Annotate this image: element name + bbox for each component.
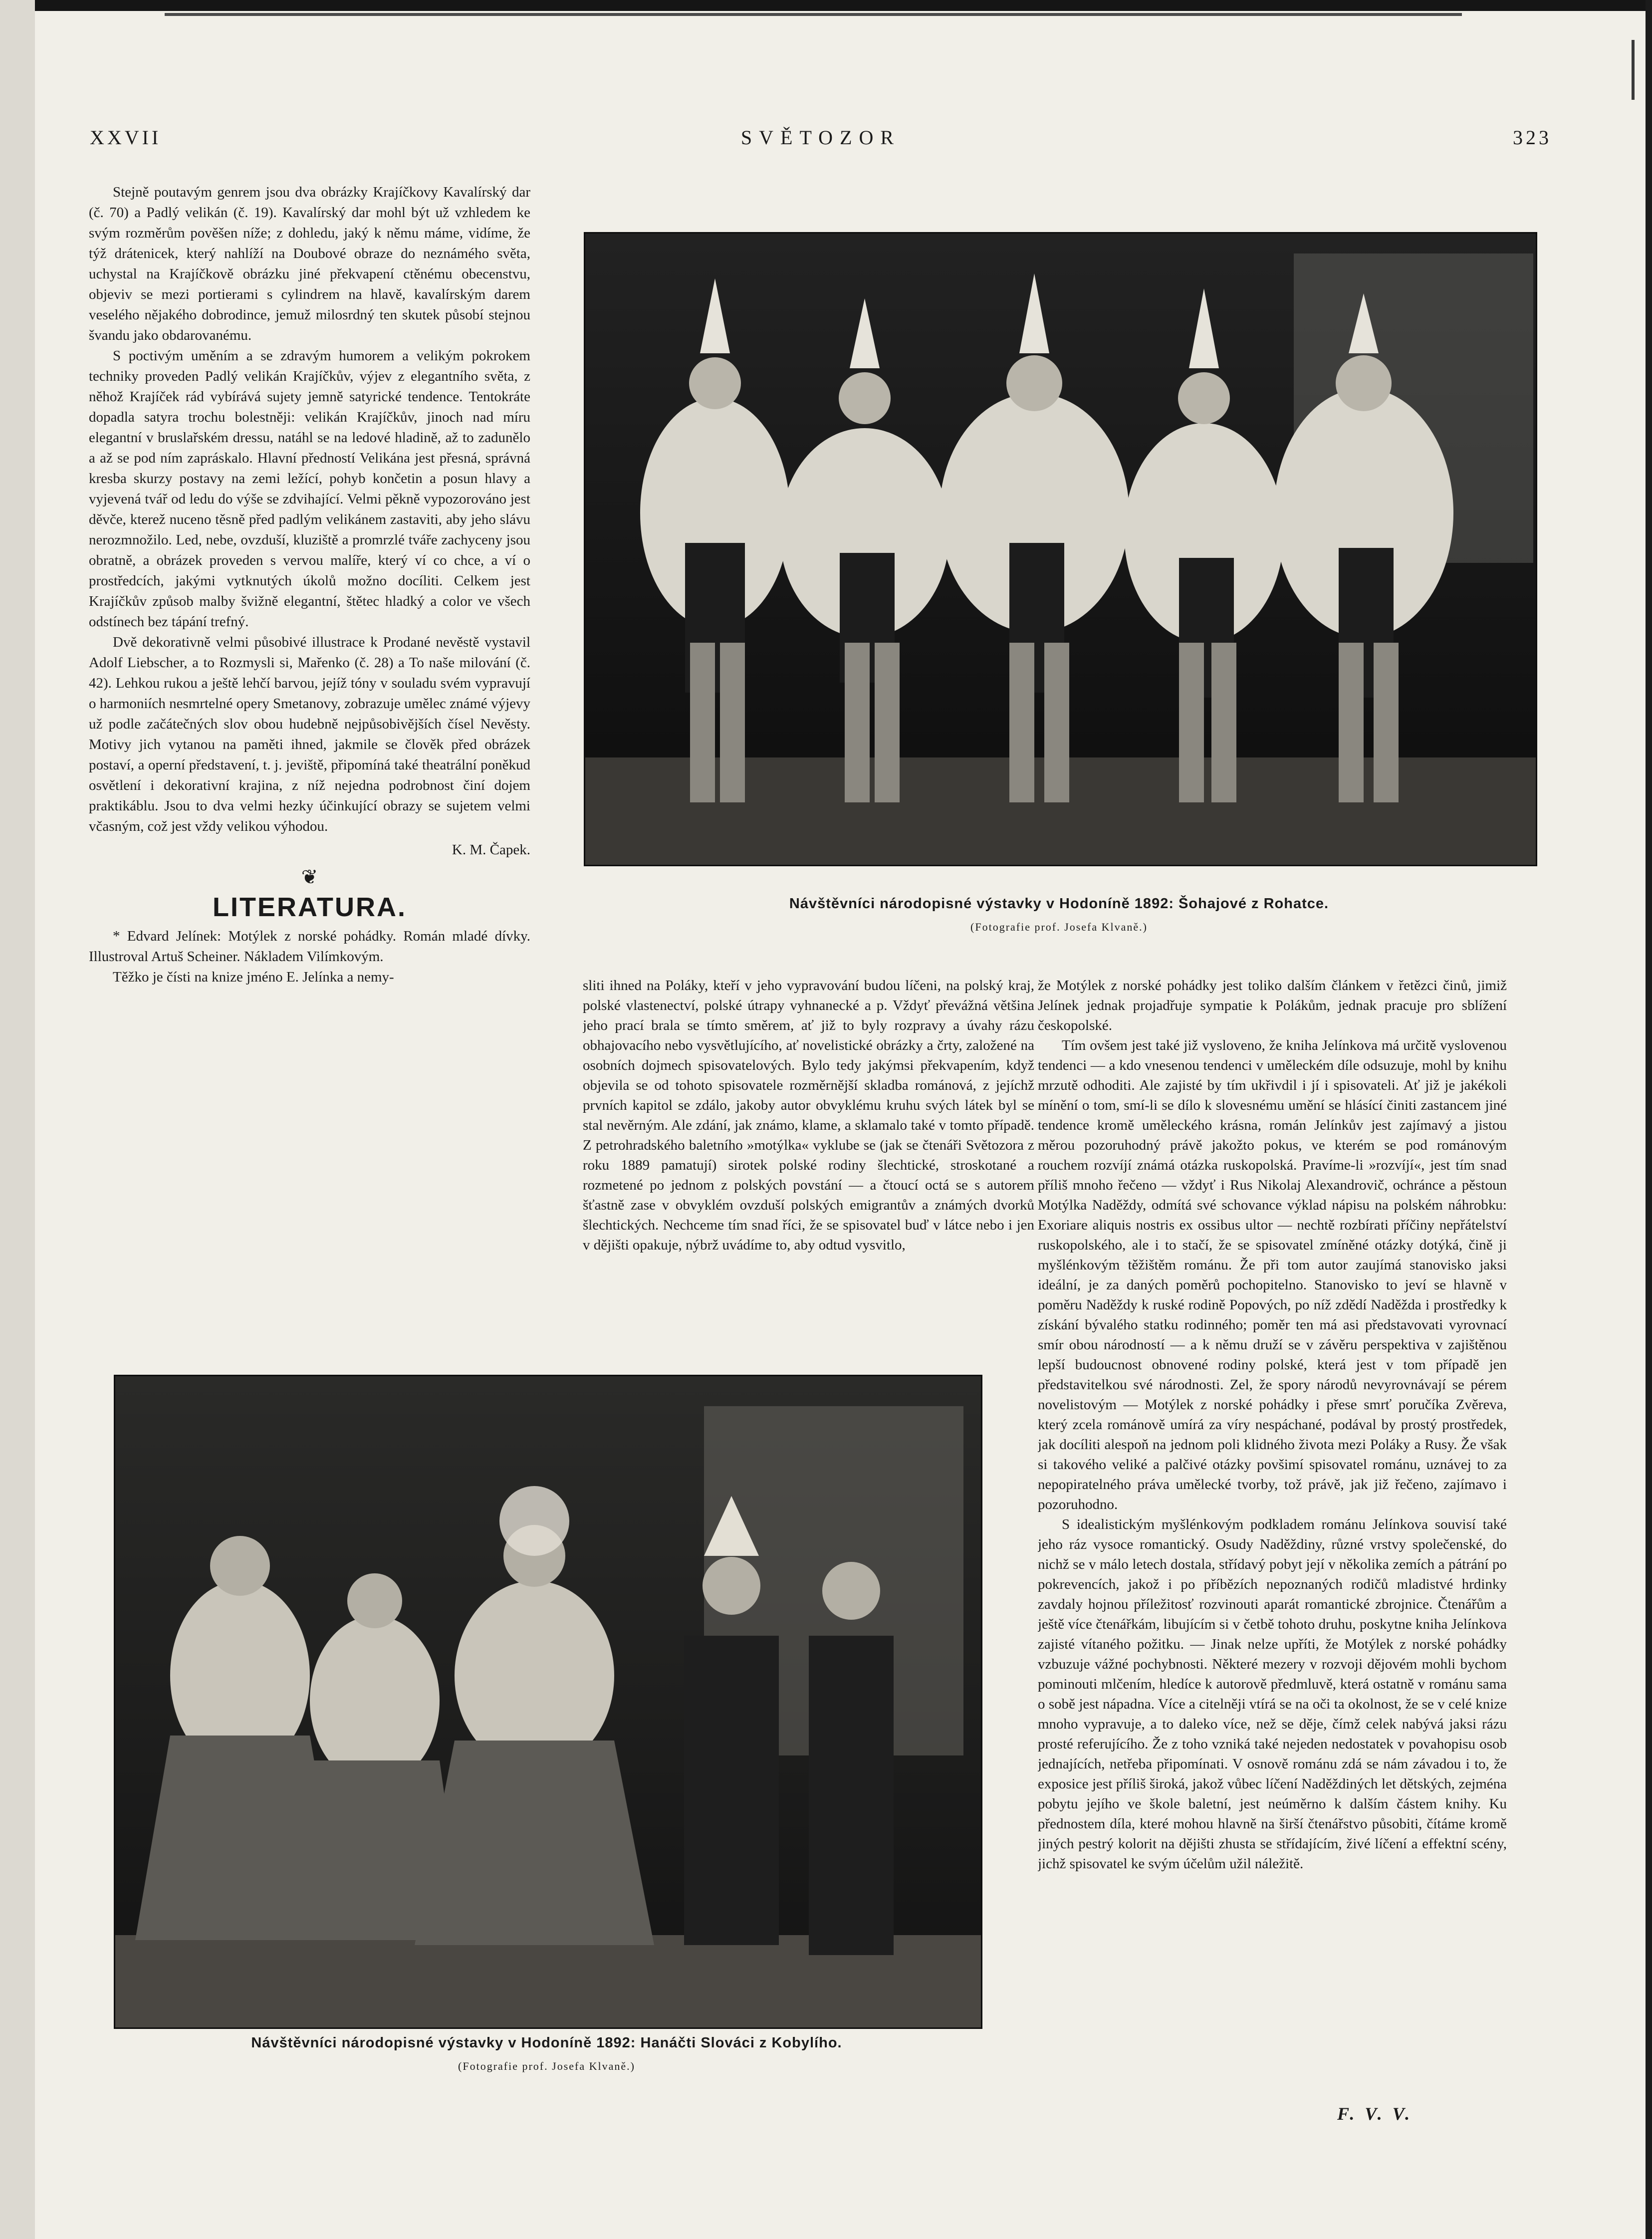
left-column (89, 182, 530, 1290)
page-number: 323 (1513, 126, 1552, 149)
photo-caption: Návštěvníci národopisné výstavky v Hodoníně 1892: Hanáčti Slováci z Kobylího. (251, 2035, 842, 2051)
photo-women-in-costume-illustration (115, 1376, 981, 2027)
butterfly-ornament-icon: ❦ (301, 866, 318, 888)
review-initials: F. V. V. (1337, 2104, 1413, 2124)
paragraph: Těžko je čísti na knize jméno E. Jelínka a nemy- (113, 969, 394, 985)
right-scan-mark (1632, 40, 1635, 100)
photo-credit: (Fotografie prof. Josefa Klvaně.) (970, 921, 1148, 933)
paragraph: Tím ovšem jest také již vysloveno, že kniha Jelínkova má určitě vyslovenou tendenci — a kdo vnesenou tendenci v uměleckém díle odsuzuje, mohl by knihu mrzutě odhoditi. Ale zajisté by tím ukřivdil i jí i spisovateli. Ať již je jakékoli mínění o tom, smí-li se dílo k slovesnému umění se hlásící činiti zastancem jiné tendence kromě uměleckého krásna, román Jelínkův jest zajímavý a jistou měrou pozoruhodný právě jakožto pokus, ve kterém se pod románovým rouchem rozvíjí známá otázka ruskopolská. Pravíme-li »rozvíjí«, jest tím snad příliš mnoho řečeno — vždyť i Rus Nikolaj Alexandrovič, ochránce a pěstoun Motýlka Naděždy, odmítá své schovance výklad nápisu na polském náhrobku: Exoriare aliquis nostris ex ossibus ultor — nechtě rozbírati příčiny nepřátelství ruskopolského, ale i to stačí, že se spisovatel zmíněné otázky dotýká, čině ji myšlénkovým těžištěm románu. Že při tom autor zaujímá stanovisko jaksi ideální, je za daných poměrů pochopitelno. Stanovisko to jeví se hlavně v poměru Naděždy k ruské rodině Popových, po níž zdědí Naděžda i prostředky k získání bývalého statku rodinného; poměr ten má asi představovati vyrovnací smír obou národností — a k němu druží se v závěru perspektiva v zajištěnou lepší budoucnost obnovené rodiny polské, která jest v tom případě jen představitelkou své národnosti. Zel, že spory národů nevyrovnávají se pérem novelistovým — Motýlek z norské pohádky i přese smrť poručíka Zvěreva, který zcela románově umírá za víry nespáchané, podával by prostý prostředek, jak docíliti alespoň na jednom poli klidného života mezi Poláky a Rusy. Že však si takového veliké a palčivé otázky povšimí spisovatel románu, uznávej to za nepopiratelného práva umělecké tvorby, tož právě, jak již řečeno, zajímavo i pozoruhodno. (1038, 1037, 1507, 1512)
section-title: LITERATURA. (213, 892, 407, 922)
left-scan-margin (0, 0, 35, 2239)
paragraph: Dvě dekorativně velmi působivé illustrace k Prodané nevěstě vystavil Adolf Liebscher, a to Rozmysli si, Mařenko (č. 28) a To naše milování (č. 42). Lehkou rukou a ještě lehčí barvou, jejíž tóny v souladu svém vypravují o harmoniích nesmrtelné opery Smetanovy, zobrazuje umělec známé výjevy už podle začátečných slov obou hudebně nejpůsobivějších čísel Nevěsty. Motivy jich vytanou na paměti ihned, jakmile se člověk před obrázek postaví, a operní představení, t. j. jeviště, připomíná také theatrální poněkud osvětlení i dekorativní krajina, z níž nejedna podrobnost činí dojem praktikáblu. Jsou to dva velmi hezky účinkující obrazy se sujetem velmi včasným, což jest vždy velikou výhodou. (89, 634, 530, 834)
right-column (1038, 976, 1507, 2093)
middle-column (583, 976, 1034, 1315)
photo-caption: Návštěvníci národopisné výstavky v Hodoníně 1892: Šohajové z Rohatce. (789, 896, 1329, 912)
photo-men-in-costume-illustration (585, 234, 1536, 865)
paragraph: Stejně poutavým genrem jsou dva obrázky Krajíčkovy Kavalírský dar (č. 70) a Padlý velikán (č. 19). Kavalírský dar mohl být už vzhledem ke svým rozměrům pověšen níže; z dohledu, jaký k němu máme, vidíme, že týž drátenicek, který nahlíží na Doubové obraze do neznámého světa, uchystal na Krajíčkově obrázku jiné překvapení ctěnému obecenstvu, objeviv se mezi portierami s cylindrem na hlavě, kavalírským darem veselého nějakého dobrodince, jemuž milosrdný ten skutek působí stejnou švandu jako obdarovanému. (89, 184, 530, 343)
author-signature: K. M. Čapek. (452, 842, 530, 858)
photo-women-in-costume (114, 1375, 982, 2029)
paragraph: sliti ihned na Poláky, kteří v jeho vypravování budou líčeni, na polský kraj, polské vlastenectví, polské útrapy vyhnanecké a p. Vždyť převážná většina jeho prací brala se tímto směrem, ať již to byly rozpravy a úvahy rázu obhajovacího nebo vysvětlujícího, ať novelistické obrázky a črty, založené na osobních dojmech spisovatelových. Bylo tedy jakýmsi překvapením, když objevila se od tohoto spisovatele rozměrnější skladba románová, z jejíchž prvních kapitol se zdálo, jakoby autor obvyklému kruhu svých látek byl se stal nevěrným. Ale zdání, jak známo, klame, a sklamalo také v tomto případě. Z petrohradského baletního »motýlka« vyklube se (jak se čtenáři Světozora z roku 1889 pamatují) sirotek polské rodiny šlechtické, stroskotané a rozmetené po jednom z polských povstání — a čtoucí octá se s autorem šťastně zase v obvyklém ovzduší polských emigrantův a známých dvorků šlechtických. Nechceme tím snad říci, že se spisovatel buď v látce nebo i jen v dějišti opakuje, nýbrž uvádíme to, aby odtud vysvitlo, (583, 978, 1034, 1253)
top-scan-shadow (165, 13, 1462, 16)
volume-number: XXVII (90, 126, 162, 149)
paragraph: * Edvard Jelínek: Motýlek z norské pohádky. Román mladé dívky. Illustroval Artuš Scheiner. Nákladem Vilímkovým. (89, 928, 530, 965)
paragraph: že Motýlek z norské pohádky jest toliko dalším článkem v řetězci činů, jimiž Jelínek jednak projadřuje sympatie k Polákům, jednak pracuje pro sblížení českopolské. (1038, 978, 1507, 1033)
paragraph: S poctivým uměním a se zdravým humorem a velikým pokrokem techniky proveden Padlý velikán Krajíčkův, výjev z elegantního světa, z něhož Krajíček rád vybírává sujety jemně satyrické tendence. Tentokráte dopadla satyra trochu bolestněji: velikán Krajíčkův, jinoch nad míru elegantní v bruslařském dressu, natáhl se na ledové hladině, až to zadunělo a až se pod ním zapráskalo. Hlavní předností Velikána jest přesná, správná kresba skurzy postavy na zemi ležící, pohyb končetin a posun hlavy a vyjevená tvář od ledu do výše se zdvihající. Velmi pěkně vypozorováno jest děvče, kterež nuceno těsně před padlým velikánem zastaviti, aby jeho slávu nerozmnožilo. Led, nebe, ovzduší, kluziště a promrzlé tváře zachyceny jsou obratně, a obrázek proveden s vervou malíře, který ví co chce, a ví o prostředcích, jakými vytknutých úkolů možno docíliti. Celkem jest Krajíčkův způsob malby švižně elegantní, štětec hladký a color ve všech odstínech bez tápání trefný. (89, 348, 530, 630)
running-header (90, 126, 1552, 156)
photo-men-in-costume (584, 232, 1537, 866)
right-scan-border (1646, 0, 1652, 2239)
magazine-title: SVĚTOZOR (740, 126, 901, 149)
top-scan-border (0, 0, 1652, 11)
photo-credit: (Fotografie prof. Josefa Klvaně.) (458, 2060, 635, 2072)
paragraph: S idealistickým myšlénkovým podkladem románu Jelínkova souvisí také jeho ráz vysoce romantický. Osudy Naděždiny, různé vrstvy společenské, do nichž se v málo letech dostala, střídavý pobyt její v několika zemích a pátrání po pokrevencích, jakož i po příbězích nepoznaných rodičů mladistvé hrdinky zavdaly hojnou příležitosť rozvinouti aparát romantické zbrojnice. Čtenářům a ještě více čtenářkám, libujícím si v četbě tohoto druhu, poskytne kniha Jelínkova zajisté vítaného požitku. — Jinak nelze upříti, že Motýlek z norské pohádky vzbuzuje vážné pochybnosti. Některé mezery v rozvoji dějovém mohli bychom pominouti mlčením, hledíce k autorově předmluvě, která ostatně v románu sama o sobě jest nápadna. Více a citelněji vtírá se na oči ta okolnost, že se v celé knize mnoho vypravuje, a to daleko více, než se děje, čímž celek nabývá jaksi rázu prosté referujícího. Že z toho vzniká také nejeden nedostatek v povahopisu osob jednajících, netřeba připomínati. V osnově románu zdá se nám závadou i to, že exposice jest příliš široká, jakož vůbec líčení Naděždiných let dětských, zejména pobytu jejího ve škole baletní, jest neúměrno k dalším částem knihy. Ku přednostem díla, které mohou hlavně na širší čtenářstvo působiti, čítáme kromě jiných pestrý kolorit na dějišti zhusta se střídajícím, živé líčení a effektní scény, jichž spisovatel ke svým účelům užil náležitě. (1038, 1516, 1507, 1872)
